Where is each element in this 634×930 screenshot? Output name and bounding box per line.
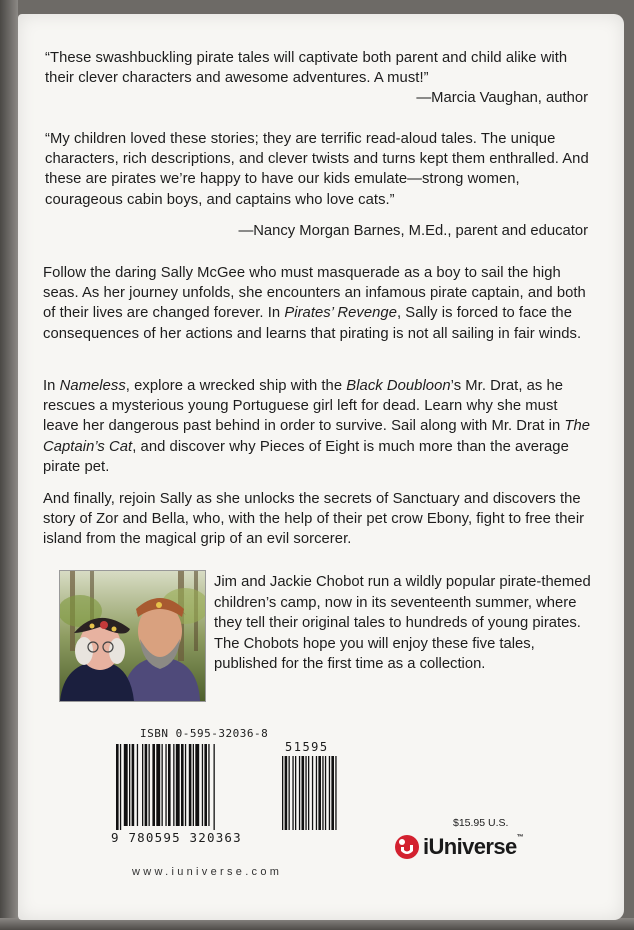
barcode-bar bbox=[124, 744, 128, 826]
barcode-bar bbox=[120, 744, 121, 830]
barcode-bar bbox=[322, 756, 323, 830]
barcode-bar bbox=[152, 744, 155, 826]
iuniverse-logo-icon bbox=[394, 834, 420, 860]
barcode-bar bbox=[165, 744, 166, 826]
story-title: Nameless bbox=[59, 378, 126, 394]
barcode-bar bbox=[185, 744, 186, 826]
barcode bbox=[116, 744, 338, 832]
barcode-bar bbox=[156, 744, 160, 826]
description-paragraph-3: And finally, rejoin Sally as she unlocks the secrets of Sanctuary and discovers the story of Zor and Bella, who, with the help of their pet crow Ebony, fight to free their island from the magical grip of an evil sorcerer. bbox=[43, 491, 585, 548]
barcode-bar bbox=[305, 756, 306, 830]
barcode-bar bbox=[299, 756, 300, 830]
barcode-supplement-number: 51595 bbox=[285, 740, 329, 754]
isbn-label: ISBN 0-595-32036-8 bbox=[140, 727, 269, 740]
description-paragraph-2: In Nameless, explore a wrecked ship with the Black Doubloon’s Mr. Drat, as he rescues a mysterious young Portuguese girl left for dead. Learn why she must leave her dangerous past behind in order to survive. Sail along with Mr. Drat in The Captain’s Cat, and discover why Pieces of Eight is much more than the average pirate pet. bbox=[43, 378, 591, 475]
barcode-bar bbox=[214, 744, 215, 830]
quote-1: “These swashbuckling pirate tales will captivate both parent and child alike with their clever characters and awesome adventures. A must!” bbox=[45, 50, 568, 87]
publisher-name: iUniverse™ bbox=[423, 834, 524, 859]
story-title: Pirates’ Revenge bbox=[284, 305, 397, 322]
author-photo bbox=[59, 570, 206, 702]
barcode-bar bbox=[308, 756, 309, 830]
book-left-edge bbox=[0, 0, 18, 930]
publisher-url: www.iuniverse.com bbox=[132, 866, 283, 878]
barcode-bar bbox=[173, 744, 174, 826]
description-paragraph-1: Follow the daring Sally McGee who must masquerade as a boy to sail the high seas. As her journey unfolds, she encounters an infamous pirate captain, and both of their lives are changed forever. In Pirates’ Revenge, Sally is forced to face the consequences of her actions and learns that pirating is not all sailing in fair winds. bbox=[43, 265, 586, 342]
barcode-bar bbox=[162, 744, 163, 826]
barcode-bar bbox=[193, 744, 194, 826]
barcode-bar bbox=[145, 744, 148, 826]
barcode-bar bbox=[325, 756, 326, 830]
publisher-logo bbox=[394, 834, 523, 860]
barcode-bar bbox=[329, 756, 330, 830]
story-title: The Captain’s Cat bbox=[43, 418, 591, 455]
barcode-bar bbox=[295, 756, 296, 830]
barcode-bar bbox=[312, 756, 313, 830]
barcode-bar bbox=[176, 744, 180, 826]
barcode-bar bbox=[189, 744, 192, 826]
barcode-bar bbox=[129, 744, 130, 826]
barcode-bar bbox=[132, 744, 135, 826]
barcode-bar bbox=[204, 744, 207, 826]
barcode-bar bbox=[285, 756, 288, 830]
barcode-bar bbox=[142, 744, 143, 826]
barcode-bar bbox=[202, 744, 203, 826]
barcode-bar bbox=[181, 744, 184, 826]
quote-1-attribution: —Marcia Vaughan, author bbox=[416, 90, 588, 106]
barcode-bar bbox=[137, 744, 138, 826]
barcode-bar bbox=[318, 756, 321, 830]
barcode-bar bbox=[168, 744, 171, 826]
quote-2: “My children loved these stories; they are terrific read-aloud tales. The unique characters, rich descriptions, and clever twists and turns kept them enthralled. And these are pirates we’re happy to have our kids emulate—strong women, courageous cabin boys, and captains who love cats.” bbox=[45, 131, 589, 208]
barcode-bar bbox=[292, 756, 293, 830]
barcode-bar bbox=[195, 744, 199, 826]
quote-2-attribution: —Nancy Morgan Barnes, M.Ed., parent and educator bbox=[238, 223, 588, 239]
author-bio: Jim and Jackie Chobot run a wildly popular pirate-themed children’s camp, now in its seventeenth summer, where they tell their original tales to hundreds of young pirates. The Chobots hope you will enjoy these five tales, published for the first time as a collection. bbox=[214, 574, 591, 673]
barcode-bar bbox=[331, 756, 334, 830]
barcode-bar bbox=[116, 744, 119, 830]
ship-name: Black Doubloon bbox=[346, 378, 451, 394]
barcode-bar bbox=[149, 744, 150, 826]
barcode-bar bbox=[316, 756, 317, 830]
barcode-bar bbox=[335, 756, 336, 830]
barcode-bar bbox=[282, 756, 283, 830]
barcode-number: 9 780595 320363 bbox=[111, 830, 242, 845]
price: $15.95 U.S. bbox=[453, 817, 509, 829]
barcode-bar bbox=[208, 744, 209, 826]
barcode-bar bbox=[289, 756, 290, 830]
barcode-bar bbox=[302, 756, 305, 830]
